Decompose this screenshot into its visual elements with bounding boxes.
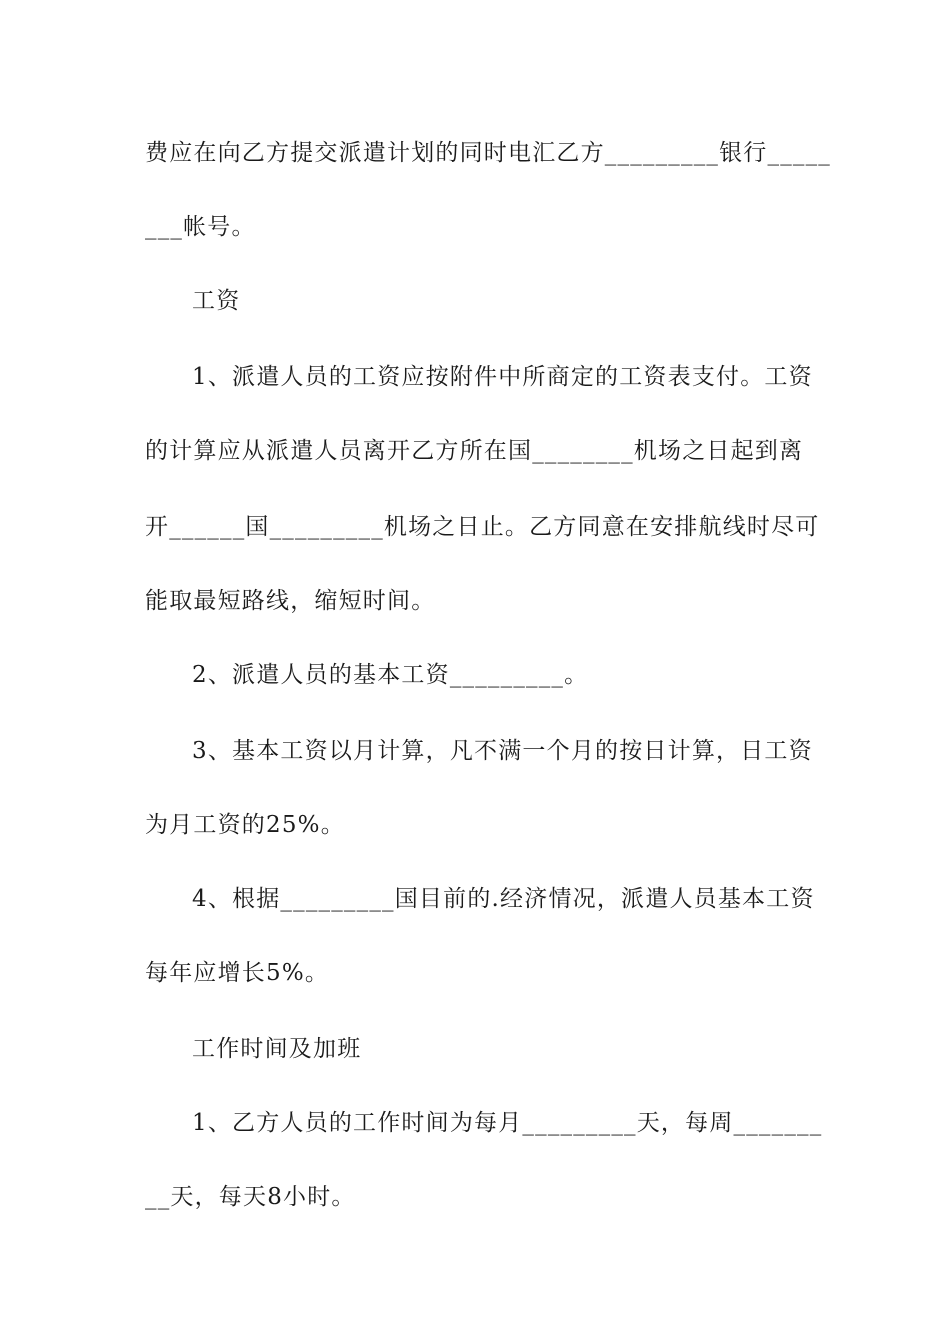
paragraph-line: 开______国_________机场之日止。乙方同意在安排航线时尽可	[145, 514, 820, 540]
section-heading-working-hours: 工作时间及加班	[192, 1036, 362, 1062]
paragraph-line: 1、乙方人员的工作时间为每月_________天，每周_______	[192, 1110, 823, 1136]
paragraph-line: 3、基本工资以月计算，凡不满一个月的按日计算，日工资	[192, 738, 813, 764]
paragraph-line: 4、根据_________国目前的.经济情况，派遣人员基本工资	[192, 886, 815, 912]
section-heading-wages: 工资	[192, 288, 241, 314]
paragraph-line: 为月工资的25%。	[145, 812, 345, 838]
paragraph-line: 每年应增长5%。	[145, 960, 330, 986]
paragraph-line: 2、派遣人员的基本工资_________。	[192, 662, 589, 688]
paragraph-line: ___帐号。	[145, 214, 256, 240]
paragraph-line: 能取最短路线，缩短时间。	[145, 588, 436, 614]
paragraph-line: 的计算应从派遣人员离开乙方所在国________机场之日起到离	[145, 438, 804, 464]
paragraph-line: __天，每天8小时。	[145, 1184, 356, 1210]
paragraph-line: 费应在向乙方提交派遣计划的同时电汇乙方_________银行_____	[145, 140, 831, 166]
paragraph-line: 1、派遣人员的工资应按附件中所商定的工资表支付。工资	[192, 364, 813, 390]
